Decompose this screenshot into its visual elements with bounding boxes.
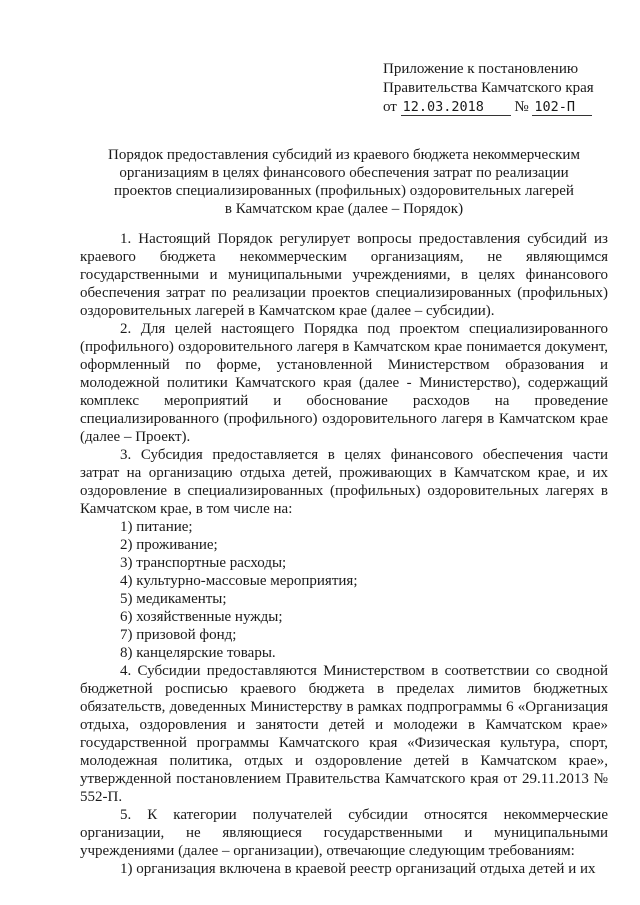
- paragraph-1: 1. Настоящий Порядок регулирует вопросы предоставления субсидий из краевого бюджета некоммерческим организациям, не являющимся государственными и муниципальными учреждениями, в целях финансового обеспечения затрат по реализации проектов специализированных (профильных) оздоровительных лагерей в Камчатском крае (далее – субсидии).: [80, 231, 608, 319]
- list-item: 8) канцелярские товары.: [120, 645, 276, 661]
- list-item: 1) питание;: [120, 519, 193, 535]
- list-item: 7) призовой фонд;: [120, 627, 237, 643]
- appendix-block: [383, 60, 594, 117]
- from-label: от: [383, 99, 397, 115]
- document-title: [80, 146, 608, 218]
- paragraph-5: 5. К категории получателей субсидии относятся некоммерческие организации, не являющиеся государственными и муниципальными учреждениями (далее – организации), отвечающие следующим требованиям:: [80, 807, 608, 859]
- list-item: 6) хозяйственные нужды;: [120, 609, 283, 625]
- document-body: [80, 230, 608, 878]
- paragraph-4: 4. Субсидии предоставляются Министерством в соответствии со сводной бюджетной росписью краевого бюджета в пределах лимитов бюджетных обязательств, доведенных Министерству в рамках подпрограммы 6 «Организация отдыха, оздоровления и занятости детей и молодежи в Камчатском крае» государственной программы Камчатского края «Физическая культура, спорт, молодежная политика, отдых и оздоровление детей в Камчатском крае», утвержденной постановлением Правительства Камчатского края от 29.11.2013 № 552-П.: [80, 663, 608, 805]
- list-item: 3) транспортные расходы;: [120, 555, 287, 571]
- title-line: организациям в целях финансового обеспечения затрат по реализации: [119, 165, 569, 181]
- appendix-date-line: [383, 98, 594, 117]
- list-item: 4) культурно-массовые мероприятия;: [120, 573, 358, 589]
- title-line: Порядок предоставления субсидий из краевого бюджета некоммерческим: [108, 147, 580, 163]
- number-label: №: [514, 99, 529, 115]
- title-line: в Камчатском крае (далее – Порядок): [224, 201, 464, 217]
- appendix-line-1: Приложение к постановлению: [383, 61, 579, 77]
- decree-number: 102-П: [532, 100, 592, 116]
- title-line: проектов специализированных (профильных) оздоровительных лагерей: [114, 183, 574, 199]
- list-item: 5) медикаменты;: [120, 591, 227, 607]
- decree-date: 12.03.2018: [401, 100, 511, 116]
- list-item: 2) проживание;: [120, 537, 218, 553]
- paragraph-5-item-1: 1) организация включена в краевой реестр организаций отдыха детей и их: [120, 861, 596, 877]
- paragraph-3: 3. Субсидия предоставляется в целях финансового обеспечения части затрат на организацию отдыха детей, проживающих в Камчатском крае, и их оздоровление в специализированных (профильных) оздоровительных лагерях в Камчатском крае, в том числе на:: [80, 447, 608, 517]
- paragraph-2: 2. Для целей настоящего Порядка под проектом специализированного (профильного) оздоровительного лагеря в Камчатском крае понимается документ, оформленный по форме, установленной Министерством образования и молодежной политики Камчатского края (далее - Министерство), содержащий комплекс мероприятий и обоснование расходов на проведение специализированного (профильного) оздоровительного лагеря в Камчатском крае (далее – Проект).: [80, 321, 608, 445]
- appendix-line-2: Правительства Камчатского края: [383, 80, 594, 96]
